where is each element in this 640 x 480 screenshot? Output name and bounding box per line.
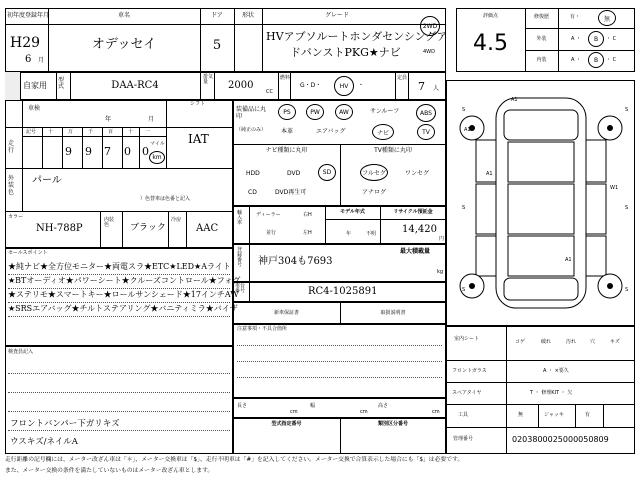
diagram-a1-left2: A1 [486,171,493,177]
sheet-dirt: 汚れ [566,339,577,345]
car-name: オデッセイ [91,37,157,52]
jack-value: 有 [585,412,591,418]
car-name-label: 車名 [117,12,130,19]
new-car-warranty: 新車保証書 [273,310,299,316]
nav-dvd: DVD [287,170,301,177]
tv-oneseg: ワンセグ [405,170,430,177]
footer-line2: また、メーター交換の条件を満たしていないものはメーター改ざん車とします。 [5,468,214,474]
exterior-note: ）色替車は色番と記入 [140,196,191,202]
shift-value: IAT [188,132,209,146]
sheet-hole: 穴 [590,339,596,345]
import-left: 左H [303,230,312,236]
inspector-line1: フロントバンパー下ガリキズ [10,419,120,429]
sheet-tear: 破れ [541,339,552,345]
month-suffix: 月 [38,57,45,64]
mileage-digit-4: 0 [142,145,149,158]
equip-abs: ABS [416,104,436,122]
color-no-label: カラー [8,214,24,220]
model-code: DAA-RC4 [111,80,159,91]
use-label: 自家用 [23,81,47,90]
mileage-unit-3: 千 [88,129,94,135]
management-number: 0203800025000050809 [512,435,609,444]
diagram-a1-front: A1 [511,97,518,103]
dim-width-unit: cm [360,409,368,415]
displacement: 2000 [228,80,254,91]
int-selected: B [588,52,604,68]
equipment-label: 装備品に丸印 [236,106,267,121]
windshield-label: フロントガラス [452,368,487,374]
model-year-unit: 年 [346,231,352,237]
nav-dvd-play: DVD再生可 [275,189,307,196]
ext-options: A ・ [571,36,582,42]
dim-height-unit: cm [432,409,440,415]
model-year-unknown: 不明 [366,231,377,237]
interior-color: ブラック [130,223,166,233]
equip-nav: ナビ [372,124,394,140]
equip-airbag: エアバッグ [316,128,346,135]
fuel-label: 燃料 [280,75,291,81]
inspector-line2: ウスキズ/ネイルA [10,437,78,447]
footer-line1: 走行距離の記号欄には、メーター改ざん車は「＊」、メーター交換車は「$」、走行不明車は「#」を記入してください。メーター交換で合算表示した場合にも「$」は必要です。 [5,457,464,463]
windshield-value: A ・ ×要久 [543,368,569,374]
mileage-digit-2: 7 [104,145,111,158]
diagram-a1-rear: A1 [565,257,572,263]
equip-pw: PW [306,104,324,120]
mileage-label: 走行 [8,140,15,155]
chassis-number: RC4-1025891 [308,286,378,297]
car-diagram [446,80,635,326]
inspection-year: 年 [105,116,112,123]
inspection-label: 車検 [28,105,41,112]
person-unit: 人 [433,85,440,92]
equip-leather: 本革 [281,128,294,135]
inspector-label: 検査員記入 [8,349,34,355]
import-parallel: 並行 [266,230,277,236]
sheet-scratch: キズ [610,339,620,345]
fuel-selected: HV [334,76,354,96]
equip-sunroof: サンルーフ [370,108,400,115]
mileage-unit-2: 万 [68,129,74,135]
recycle-yen: 円 [439,236,445,242]
dim-length-unit: cm [290,409,298,415]
dims-frame [233,398,446,418]
recycle-label: リサイクル預託金 [393,209,433,215]
first-reg-label: 初年度登録年月 [7,12,50,19]
s-mark-1: S [462,107,466,113]
capacity: 7 [418,80,425,93]
reg-number: 神戸304も7693 [258,256,333,267]
jack-label: ジャッキ [544,412,564,418]
interior-sheet-label: 室内シート [454,336,480,342]
repair-options: 有・ [570,14,581,20]
ac-value: AAC [196,223,219,234]
diagram-w1: W1 [610,185,619,191]
selling-line-2: ★ステリモ★スマートキー★ロールサンシェード★17インチAW [8,290,239,299]
nav-sd: SD [318,164,336,181]
notes-label: 注意事項・不具合箇所 [237,326,288,332]
exterior-color: パール [32,175,62,186]
s-mark-2: S [625,107,629,113]
selling-line-0: ★純ナビ★全方位モニター★両電スラ★ETC★LED★Aライト [8,262,231,271]
shape-label: 形状 [241,12,254,19]
ext-label: 外装 [536,36,547,42]
manual: 取扱説明書 [380,310,406,316]
capacity-label: 定員 [397,75,408,81]
s-mark-4: S [625,205,629,211]
cc-unit: CC [266,89,273,95]
selling-line-1: ★BTオーディオ★パワーシート★クルーズコントロール★フォグ [8,276,241,285]
nav-header: ナビ種類に丸印 [265,147,308,154]
equip-aw: AW [335,104,353,120]
mile-unit: マイル [150,141,165,147]
import-label: 輸入車 [237,210,243,226]
s-mark-5: S [462,287,466,293]
mileage-unit-6: 一 [145,129,151,135]
tools-value: 無 [518,412,524,418]
fuel-options: G・D・ [300,82,322,89]
max-load-label: 最大積載量 [400,248,431,255]
badge-4wd: 4WD [423,49,435,55]
nav-hdd: HDD [246,170,260,177]
row2-marker [5,72,20,100]
class-no-label: 類別区分番号 [377,421,408,427]
grade-label: グレード [324,12,349,19]
grade-line1: HVアブソルートホンダセンシングア [266,30,448,43]
score-value: 4.5 [473,31,508,56]
doors: 5 [212,38,222,53]
grade-line2: ドバンストPKG★ナビ [290,46,401,59]
spare-value: T ・ 修理KIT ・ 欠 [530,390,573,396]
mileage-digit-3: 0 [124,145,131,158]
dim-length: 長さ [237,403,248,409]
nav-cd: CD [248,189,257,196]
mileage-unit-1: 十 [48,129,54,135]
mileage-unit-5: 十 [128,129,134,135]
int-label: 内装 [536,57,547,63]
shift-label: シフト [190,101,206,107]
diagram-a1-left: A1 [464,127,471,133]
fuel-rest: ・ [358,82,365,89]
repair-label: 修復歴 [533,14,549,20]
chassis-label: 車台番号 [235,283,246,294]
reg-label: 登録番号 [237,247,243,268]
import-dealer: ディーラー [256,212,281,218]
disp-label: 排気量 [203,74,214,85]
dim-height: 高さ [378,403,389,409]
type-no-label: 型式指定番号 [271,421,302,427]
reg-month: 6 [25,54,32,65]
recycle-value: 14,420 [402,224,437,235]
s-mark-6: S [625,287,629,293]
ext-selected: B [588,31,604,47]
tv-header: TV種類に丸印 [374,147,412,154]
mileage-unit-4: 百 [108,129,114,135]
int-end: ・ C [606,57,617,63]
import-right: 右H [303,212,312,218]
dim-width: 幅 [310,403,316,409]
int-color-label: 内装色 [104,217,115,228]
selling-label: セールスポイント [8,250,48,256]
color-no: NH-788P [36,223,83,234]
exterior-label: 外装色 [8,175,15,197]
model-year-label: モデル年式 [340,209,365,215]
tools-label: 工具 [458,412,469,418]
tv-analog: アナログ [362,189,387,196]
score-label: 評価点 [482,13,498,19]
s-mark-3: S [462,205,466,211]
inspection-month: 月 [148,116,155,123]
type-label: 型式 [58,77,65,90]
equipment-sub: （純正のみ） [236,127,267,133]
tv-fullseg: フルセグ [360,164,388,181]
mileage-unit-0: 記号 [26,129,37,135]
repair-selected: 無 [598,10,616,26]
spare-label: スペアタイヤ [452,390,482,396]
km-unit: km [149,151,165,164]
ac-label: 冷房 [171,217,182,223]
selling-line-3: ★SRSエアバッグ★チルトステアリング★バニティミラ★バイザ [8,304,238,313]
sheet-burn: コゲ [515,339,526,345]
management-label: 管理番号 [453,436,474,442]
mileage-digit-0: 9 [65,145,72,158]
int-options: A ・ [571,57,582,63]
door-label: ドア [211,12,223,19]
mileage-digit-1: 9 [85,145,92,158]
max-load-unit: kg [437,269,444,275]
equip-tv: TV [417,124,435,140]
badge-2wd: 2WD [420,16,440,36]
equip-ps: PS [278,104,296,120]
reg-year: H29 [10,35,41,51]
ext-end: ・ C [606,36,617,42]
